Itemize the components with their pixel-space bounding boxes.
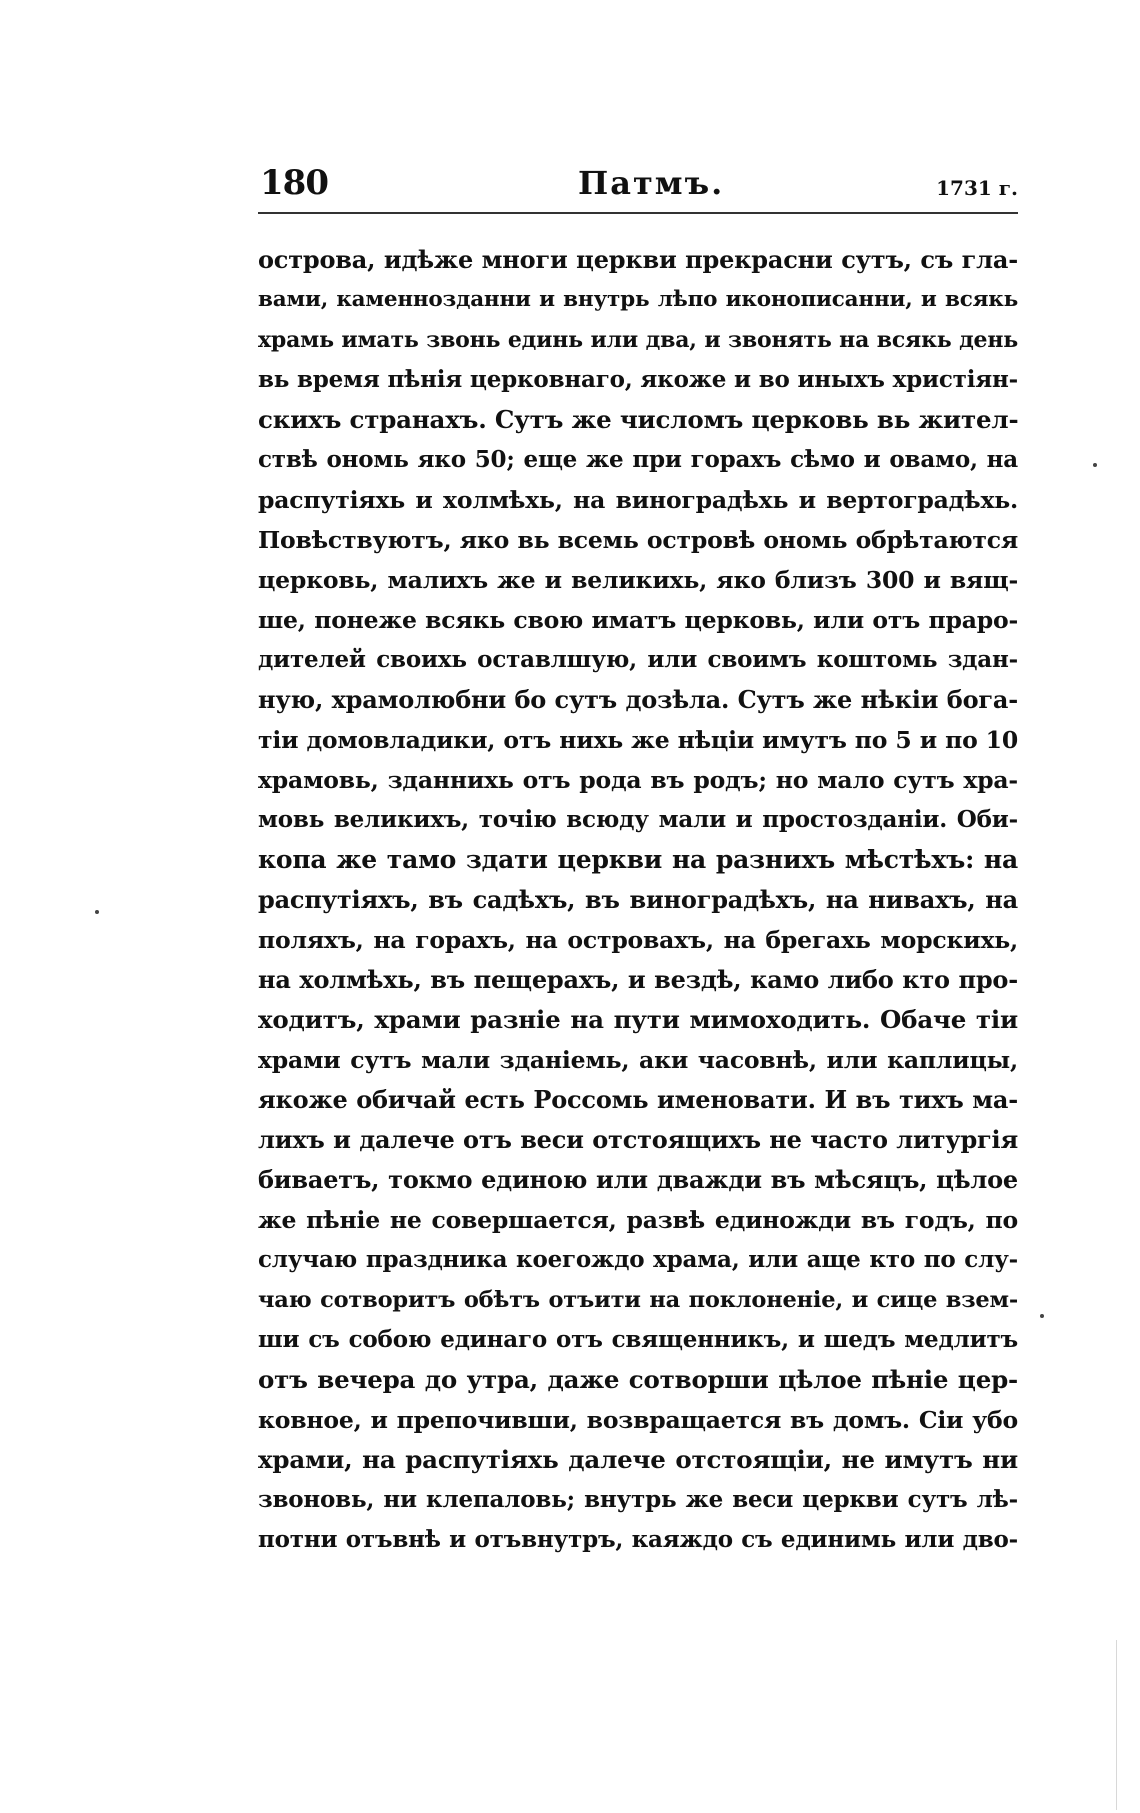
text-line: отъ вечера до утра, даже сотворши цѣлое пѣніе цер- xyxy=(258,1365,1018,1394)
text-line: дителей своихь оставлшую, или своимъ коштомь здан- xyxy=(258,646,1018,673)
text-line: тіи домовладики, отъ нихь же нѣціи имутъ по 5 и по 10 xyxy=(258,726,1018,754)
page-number: 180 xyxy=(260,163,328,203)
text-line: ствѣ ономь яко 50; еще же при горахъ сѣмо и овамо, на xyxy=(258,446,1018,473)
running-head: Патмъ. xyxy=(578,164,725,202)
text-line: распутіяхь и холмѣхь, на виноградѣхь и вертоградѣхь. xyxy=(258,486,1018,514)
text-line: на холмѣхь, въ пещерахъ, и вездѣ, камо либо кто про- xyxy=(258,965,1018,994)
text-line: якоже обичай есть Россомь именовати. И въ тихъ ма- xyxy=(258,1085,1018,1114)
text-line: скихъ странахъ. Сутъ же числомъ церковь вь жител- xyxy=(258,405,1019,434)
text-line: мовь великихъ, точію всюду мали и простозданіи. Оби- xyxy=(258,806,1018,833)
page-header xyxy=(258,160,1018,206)
text-line: поляхъ, на горахъ, на островахъ, на брегахь морскихь, xyxy=(258,926,1018,954)
text-line: случаю праздника коегождо храма, или аще кто по слу- xyxy=(258,1246,1018,1273)
text-line: потни отъвнѣ и отъвнутръ, каяждо съ единимь или дво- xyxy=(258,1526,1018,1553)
text-line: же пѣніе не совершается, развѣ единожди въ годъ, по xyxy=(258,1206,1018,1234)
text-line: ную, храмолюбни бо сутъ дозѣла. Сутъ же нѣкіи бога- xyxy=(258,685,1018,714)
text-line: ше, понеже всякь свою иматъ церковь, или отъ праро- xyxy=(258,606,1018,634)
text-line: ходитъ, храми разніе на пути мимоходить. Обаче тіи xyxy=(258,1005,1018,1034)
text-line: храми сутъ мали зданіемь, аки часовнѣ, или каплицы, xyxy=(258,1046,1018,1074)
header-rule xyxy=(258,212,1018,214)
body-text xyxy=(258,240,1018,1560)
margin-speck xyxy=(95,910,99,914)
text-line: Повѣствуютъ, яко вь всемь островѣ ономь обрѣтаются xyxy=(258,526,1018,554)
text-line: церковь, малихъ же и великихь, яко близъ 300 и вящ- xyxy=(258,566,1018,594)
text-line: храмь имать звонь единь или два, и звонять на всякь день xyxy=(258,327,1018,353)
text-line: ши съ собою единаго отъ священникъ, и шедъ медлитъ xyxy=(258,1326,1018,1353)
text-line: лихъ и далече отъ веси отстоящихъ не часто литургія xyxy=(258,1125,1018,1154)
margin-speck xyxy=(1040,1314,1044,1318)
text-line: вь время пѣнія церковнаго, якоже и во иныхъ христіян- xyxy=(258,366,1018,393)
text-line: копа же тамо здати церкви на разнихъ мѣстѣхъ: на xyxy=(258,845,1018,874)
margin-speck xyxy=(1093,463,1097,467)
text-line: храми, на распутіяхь далече отстоящіи, не имутъ ни xyxy=(258,1445,1018,1474)
text-line: храмовь, зданнихь отъ рода въ родъ; но мало сутъ хра- xyxy=(258,766,1018,794)
text-line: звоновь, ни клепаловь; внутрь же веси церкви сутъ лѣ- xyxy=(258,1486,1018,1513)
text-line: вами, каменнозданни и внутрь лѣпо иконописанни, и всякь xyxy=(258,287,1018,312)
text-line: распутіяхъ, въ садѣхъ, въ виноградѣхъ, на нивахъ, на xyxy=(258,885,1018,914)
text-line: биваетъ, токмо единою или дважди въ мѣсяцъ, цѣлое xyxy=(258,1165,1018,1194)
text-line: чаю сотворитъ обѣтъ отъити на поклоненіе, и сице взем- xyxy=(258,1287,1018,1313)
text-line: ковное, и препочивши, возвращается въ домъ. Сіи убо xyxy=(258,1406,1018,1434)
text-line: острова, идѣже многи церкви прекрасни сутъ, съ гла- xyxy=(258,245,1018,274)
page-edge-line xyxy=(1116,1640,1117,1810)
year-marker: 1731 г. xyxy=(936,176,1018,200)
